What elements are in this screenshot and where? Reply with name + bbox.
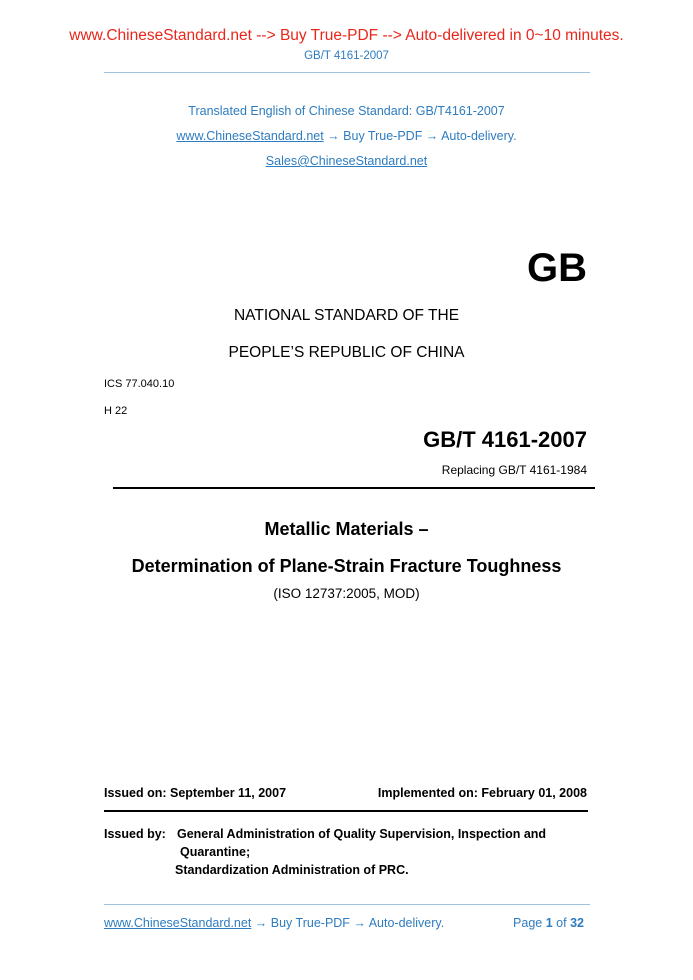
footer-links (104, 916, 444, 930)
site-link[interactable]: www.ChineseStandard.net (176, 129, 324, 143)
header-divider (104, 72, 590, 73)
national-standard-line1: NATIONAL STANDARD OF THE (233, 307, 460, 324)
footer-site-link[interactable]: www.ChineseStandard.net (104, 916, 252, 930)
top-banner[interactable]: www.ChineseStandard.net --> Buy True-PDF --> Auto-delivered in 0~10 minutes. (69, 27, 624, 44)
page-total: 32 (570, 916, 584, 930)
dates-divider (104, 810, 588, 812)
national-standard-line2: PEOPLE’S REPUBLIC OF CHINA (228, 344, 465, 361)
page-indicator (513, 916, 584, 930)
ccs-code: H 22 (104, 405, 128, 417)
header-standard-code: GB/T 4161-2007 (304, 50, 389, 62)
standard-number: GB/T 4161-2007 (423, 427, 587, 452)
issuer-1-continued: Quarantine; (180, 845, 251, 859)
email-line (0, 154, 693, 168)
iso-reference: (ISO 12737:2005, MOD) (273, 586, 420, 601)
issuer-1: General Administration of Quality Supervision, Inspection and (177, 827, 547, 841)
email-link[interactable]: Sales@ChineseStandard.net (265, 154, 428, 168)
page-label: Page (513, 916, 543, 930)
ics-code: ICS 77.040.10 (104, 378, 175, 390)
buy-line-text: → Buy True-PDF → Auto-delivery. (323, 129, 517, 143)
issuer-2: Standardization Administration of PRC. (175, 863, 409, 877)
title-line2: Determination of Plane-Strain Fracture Toughness (131, 556, 562, 576)
of-label: of (556, 916, 567, 930)
footer-divider (104, 904, 590, 905)
title-line1: Metallic Materials – (264, 519, 429, 539)
page-number: 1 (545, 916, 553, 930)
translation-link-line (0, 129, 693, 143)
footer-buy-text: → Buy True-PDF → Auto-delivery. (251, 916, 445, 930)
translation-note: Translated English of Chinese Standard: GB/T4161-2007 (188, 104, 505, 118)
cover-divider (113, 487, 595, 489)
issued-by-label: Issued by: (104, 827, 166, 841)
implemented-on: Implemented on: February 01, 2008 (377, 786, 587, 800)
gb-logo: GB (527, 246, 587, 290)
issued-on: Issued on: September 11, 2007 (104, 786, 287, 800)
replacing-note: Replacing GB/T 4161-1984 (441, 463, 587, 477)
